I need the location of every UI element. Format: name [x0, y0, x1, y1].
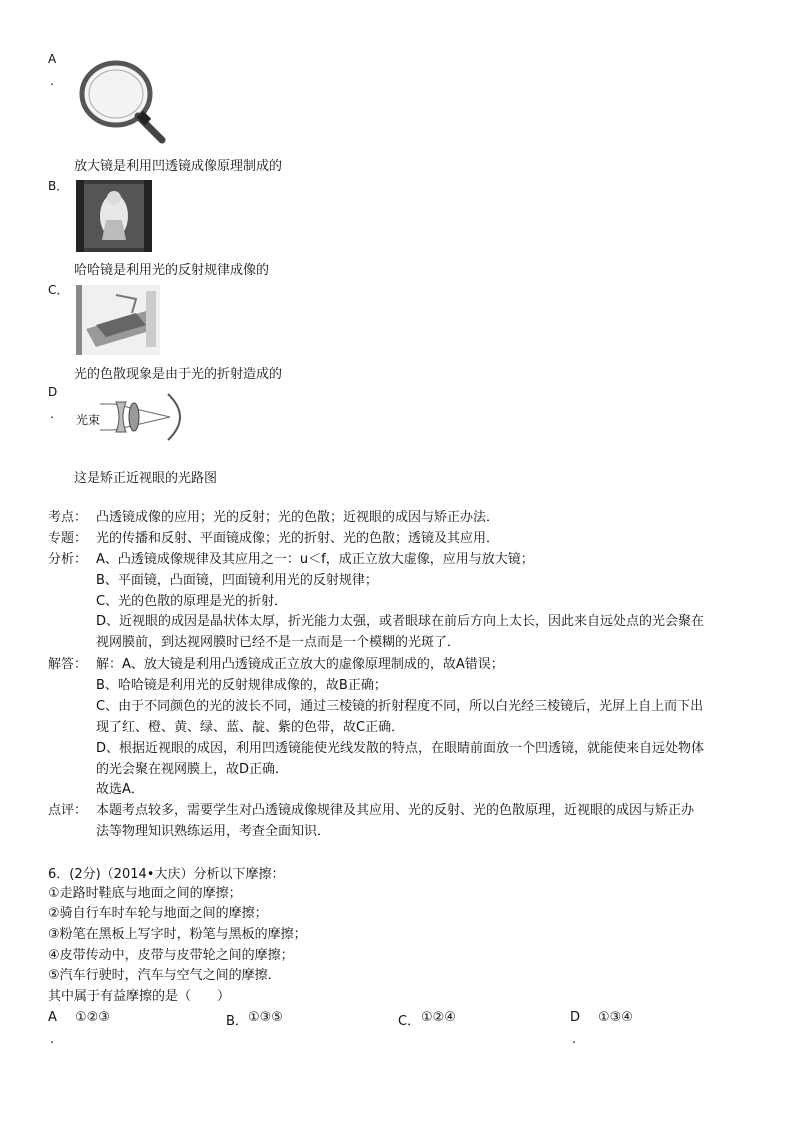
dianping-line: 法等物理知识熟练运用，考查全面知识．: [96, 824, 331, 839]
question-6-stem: 6．(2分)（2014•大庆）分析以下摩擦：: [48, 867, 285, 882]
choice-a-text[interactable]: ①②③: [75, 1010, 110, 1025]
zhuanti-text: 光的传播和反射、平面镜成像；光的折射、光的色散；透镜及其应用．: [96, 531, 500, 546]
zhuanti-label: 专题：: [48, 531, 88, 546]
option-d-caption: 这是矫正近视眼的光路图: [74, 471, 218, 486]
prism-dispersion-image: [76, 285, 160, 355]
friction-item: ⑤汽车行驶时，汽车与空气之间的摩擦．: [48, 968, 281, 983]
choice-b-text[interactable]: ①③⑤: [248, 1010, 283, 1025]
choice-d-text[interactable]: ①③④: [598, 1010, 633, 1025]
jieda-line: 现了红、橙、黄、绿、蓝、靛、紫的色带，故C正确．: [96, 720, 405, 735]
choice-d-dot: .: [572, 1032, 577, 1047]
option-d-dot: .: [50, 407, 54, 421]
jieda-line: 解：A、放大镜是利用凸透镜成正立放大的虚像原理制成的，故A错误；: [96, 657, 504, 672]
magnifier-image: [76, 58, 166, 144]
fenxi-line: B、平面镜，凸面镜，凹面镜利用光的反射规律；: [96, 573, 378, 588]
jieda-line: D、根据近视眼的成因，利用凹透镜能使光线发散的特点，在眼睛前面放一个凹透镜，就能使来自远处物体: [96, 741, 705, 756]
choice-a-letter[interactable]: A: [48, 1010, 57, 1025]
fenxi-line: C、光的色散的原理是光的折射．: [96, 594, 288, 609]
friction-item: ④皮带传动中，皮带与皮带轮之间的摩擦；: [48, 948, 294, 963]
friction-item: ③粉笔在黑板上写字时，粉笔与黑板的摩擦；: [48, 927, 307, 942]
jieda-line: 故选A．: [96, 782, 144, 797]
option-b-letter: B．: [48, 179, 69, 193]
choice-a-dot: .: [50, 1032, 55, 1047]
beam-label: 光束: [76, 413, 101, 427]
choice-b-letter[interactable]: B．: [226, 1014, 248, 1029]
fenxi-line: A、凸透镜成像规律及其应用之一：u＜f，成正立放大虚像，应用与放大镜；: [96, 552, 534, 567]
question-6-ask: 其中属于有益摩擦的是（ ）: [48, 989, 231, 1004]
fenxi-line: 视网膜前，到达视网膜时已经不是一点而是一个模糊的光斑了．: [96, 635, 461, 650]
jieda-label: 解答：: [48, 657, 88, 672]
option-b-caption: 哈哈镜是利用光的反射规律成像的: [74, 263, 270, 278]
funhouse-mirror-image: [76, 180, 152, 252]
choice-c-letter[interactable]: C．: [398, 1014, 421, 1029]
choice-d-letter[interactable]: D: [570, 1010, 581, 1025]
option-d-letter: D: [48, 385, 58, 399]
jieda-line: C、由于不同颜色的光的波长不同，通过三棱镜的折射程度不同，所以白光经三棱镜后，光屏上自上而下出: [96, 699, 704, 714]
friction-item: ①走路时鞋底与地面之间的摩擦；: [48, 886, 242, 901]
fenxi-label: 分析：: [48, 552, 88, 567]
kaodian-label: 考点：: [48, 510, 88, 525]
option-c-letter: C．: [48, 283, 69, 297]
option-a-dot: .: [50, 74, 54, 88]
option-a-letter: A: [48, 52, 57, 66]
option-a-caption: 放大镜是利用凹透镜成像原理制成的: [74, 159, 283, 174]
dianping-label: 点评：: [48, 803, 88, 818]
jieda-line: 的光会聚在视网膜上，故D正确．: [96, 762, 289, 777]
dianping-line: 本题考点较多，需要学生对凸透镜成像规律及其应用、光的反射、光的色散原理，近视眼的成因与矫正办: [96, 803, 695, 818]
choice-c-text[interactable]: ①②④: [421, 1010, 456, 1025]
kaodian-text: 凸透镜成像的应用；光的反射；光的色散；近视眼的成因与矫正办法．: [96, 510, 500, 525]
option-c-caption: 光的色散现象是由于光的折射造成的: [74, 367, 283, 382]
friction-item: ②骑自行车时车轮与地面之间的摩擦；: [48, 906, 268, 921]
fenxi-line: D、近视眼的成因是晶状体太厚，折光能力太强，或者眼球在前后方向上太长，因此来自远处点的光会聚在: [96, 614, 705, 629]
jieda-line: B、哈哈镜是利用光的反射规律成像的，故B正确；: [96, 678, 387, 693]
